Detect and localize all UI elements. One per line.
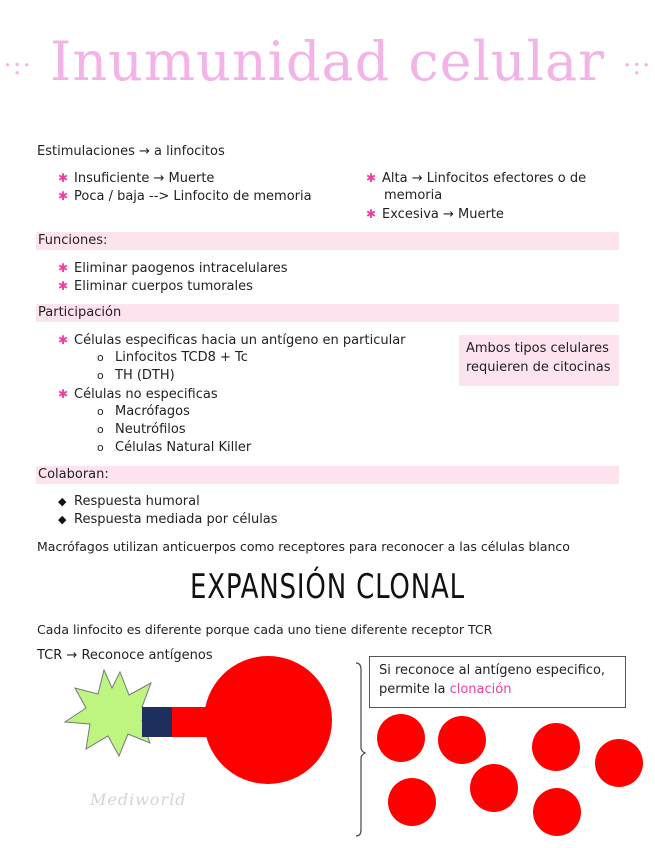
asterisk-bullet-icon: ✱	[58, 387, 69, 401]
list-item: ✱ Insuficiente → Muerte	[58, 171, 215, 186]
watermark-logo: Mediworld	[90, 790, 187, 809]
circle-bullet-icon: o	[97, 423, 104, 436]
asterisk-bullet-icon: ✱	[58, 279, 69, 293]
macrofagos-sentence: Macrófagos utilizan anticuerpos como receptores para reconocer a las células blanco	[37, 539, 570, 554]
list-item: ✱ Células no especificas	[58, 387, 218, 402]
list-item: ✱ Células especificas hacia un antígeno en particular	[58, 333, 406, 348]
participacion-heading: Participación	[38, 305, 122, 320]
tcr-recognition: TCR → Reconoce antígenos	[37, 648, 213, 663]
citocinas-note: Ambos tipos celulares requieren de citocinas	[459, 335, 619, 386]
tcr-sentence: Cada linfocito es diferente porque cada uno tiene diferente receptor TCR	[37, 622, 493, 637]
sub-list-item: o Linfocitos TCD8 + Tc	[97, 350, 248, 365]
asterisk-bullet-icon: ✱	[58, 171, 69, 185]
right-ornament-icon: ·:·	[623, 51, 652, 81]
list-item: ◆ Respuesta mediada por células	[58, 512, 278, 527]
sub-list-item: o TH (DTH)	[97, 368, 175, 383]
list-item: ✱ Poca / baja --> Linfocito de memoria	[58, 189, 312, 204]
list-item: ✱ Eliminar paogenos intracelulares	[58, 261, 288, 276]
clone-cell-icon	[377, 714, 425, 762]
sub-list-item: o Neutrófilos	[97, 422, 186, 437]
circle-bullet-icon: o	[97, 369, 104, 382]
list-item: ✱ Excesiva → Muerte	[366, 207, 504, 222]
sub-list-item: o Macrófagos	[97, 404, 190, 419]
list-item: ✱ Alta → Linfocitos efectores o de	[366, 171, 587, 186]
left-ornament-icon: ·:·	[3, 51, 32, 81]
clone-cell-icon	[470, 764, 518, 812]
participacion-band	[36, 304, 619, 322]
diamond-bullet-icon: ◆	[58, 513, 67, 526]
funciones-heading: Funciones:	[38, 233, 108, 248]
expansion-clonal-title: EXPANSIÓN CLONAL	[189, 567, 466, 607]
asterisk-bullet-icon: ✱	[58, 189, 69, 203]
clone-cell-icon	[532, 723, 580, 771]
clonacion-box: Si reconoce al antígeno especifico, permite la clonación	[369, 656, 626, 708]
diamond-bullet-icon: ◆	[58, 495, 67, 508]
lymphocyte-icon	[204, 656, 332, 784]
sub-list-item: o Células Natural Killer	[97, 440, 252, 455]
asterisk-bullet-icon: ✱	[366, 171, 377, 185]
funciones-band	[36, 232, 619, 250]
colaboran-band	[36, 466, 619, 484]
clonal-expansion-diagram	[0, 650, 655, 848]
circle-bullet-icon: o	[97, 441, 104, 454]
clone-cell-icon	[533, 788, 581, 836]
bracket-icon	[356, 663, 365, 836]
list-item: ◆ Respuesta humoral	[58, 494, 200, 509]
asterisk-bullet-icon: ✱	[58, 333, 69, 347]
circle-bullet-icon: o	[97, 405, 104, 418]
estimulaciones-heading: Estimulaciones → a linfocitos	[37, 144, 225, 159]
circle-bullet-icon: o	[97, 351, 104, 364]
list-item-continuation: memoria	[384, 188, 443, 203]
asterisk-bullet-icon: ✱	[366, 207, 377, 221]
page-title: ·:· Inumunidad celular ·:·	[3, 30, 652, 93]
receptor-dark-icon	[142, 707, 176, 737]
clone-cell-icon	[438, 716, 486, 764]
clone-cell-icon	[388, 778, 436, 826]
clonacion-highlight: clonación	[449, 682, 512, 697]
asterisk-bullet-icon: ✱	[58, 261, 69, 275]
list-item: ✱ Eliminar cuerpos tumorales	[58, 279, 253, 294]
clone-cell-icon	[595, 739, 643, 787]
colaboran-heading: Colaboran:	[38, 467, 109, 482]
